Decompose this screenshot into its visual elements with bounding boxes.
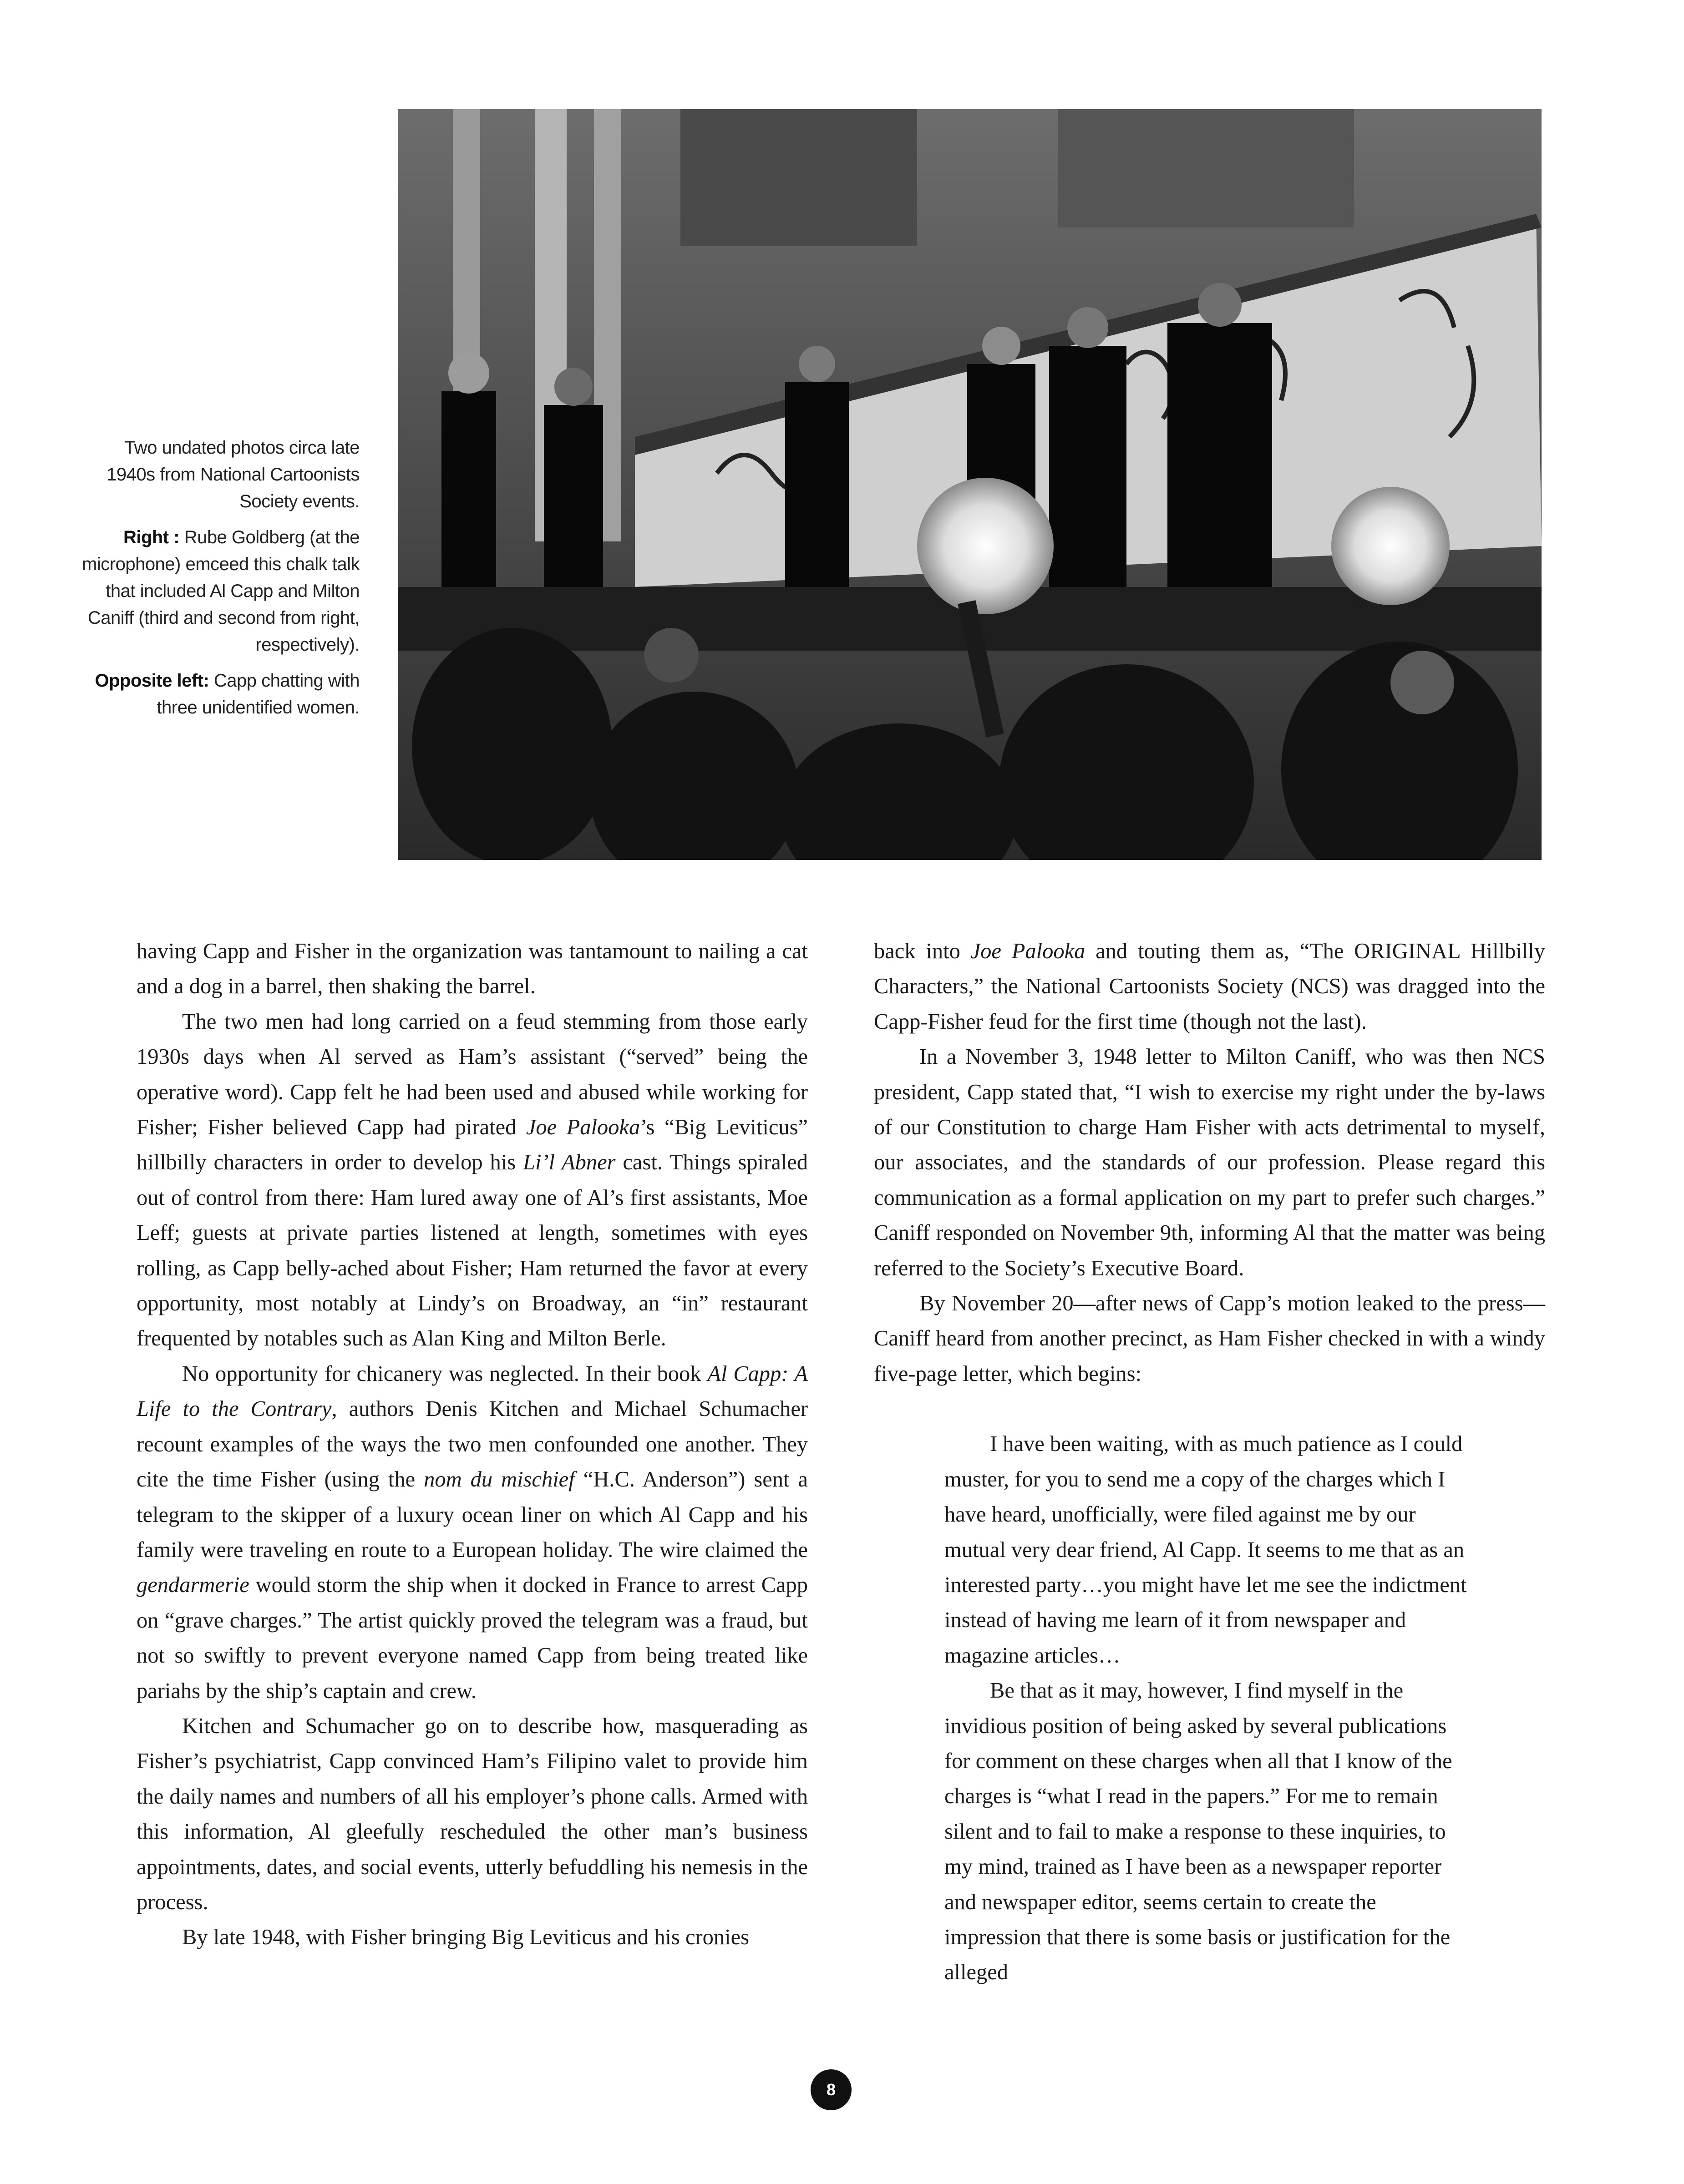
left-p3-em-book-title: Al Capp: A Life to the Contrary bbox=[137, 1361, 808, 1421]
page-number: 8 bbox=[811, 2069, 852, 2110]
caption-left-label: Opposite left: bbox=[95, 671, 209, 691]
quote-paragraph-1: I have been waiting, with as much patience as I could muster, for you to send me a copy of the charges which I have heard, unofficially, were filed against me by our mutual very dear friend, Al Capp. It seems to me that as an interested party…you might have let me see the indictment instead of having me learn of it from newspaper and magazine articles… bbox=[944, 1432, 1467, 1668]
left-p3-text-c: “H.C. Anderson”) sent a telegram to the skipper of a luxury ocean liner on which Al Capp and his family were traveling en route to a European holiday. The wire claimed the bbox=[137, 1467, 808, 1562]
right-p1-text-a: back into bbox=[874, 939, 971, 963]
left-paragraph-3 bbox=[137, 1356, 808, 1709]
left-p3-text-b: , authors Denis Kitchen and Michael Schumacher recount examples of the ways the two men confounded one another. They cite the time Fisher (using the bbox=[137, 1397, 808, 1492]
photo-caption bbox=[82, 435, 360, 730]
left-p2-text-c: cast. Things spiraled out of control from there: Ham lured away one of Al’s first assistants, Moe Leff; guests at private parties listened at length, sometimes with eyes rolling, as Capp belly-ached about Fisher; Ham returned the favor at every opportunity, most notably at Lindy’s on Broadway, an “in” restaurant frequented by notables such as Alan King and Milton Berle. bbox=[137, 1150, 808, 1351]
right-paragraph-3: By November 20—after news of Capp’s motion leaked to the press—Caniff heard from another precinct, as Ham Fisher checked in with a windy five-page letter, which begins: bbox=[874, 1291, 1545, 1386]
photo-chalk-talk-icon bbox=[398, 109, 1542, 860]
left-p3-em-gendarmerie: gendarmerie bbox=[137, 1573, 249, 1598]
left-p3-em-nom-du-mischief: nom du mischief bbox=[424, 1467, 575, 1492]
caption-left bbox=[82, 667, 360, 721]
left-paragraph-1: having Capp and Fisher in the organization was tantamount to nailing a cat and a dog in a barrel, then shaking the barrel. bbox=[137, 939, 808, 999]
caption-intro: Two undated photos circa late 1940s from National Cartoonists Society events. bbox=[107, 438, 360, 511]
left-paragraph-5: By late 1948, with Fisher bringing Big Leviticus and his cronies bbox=[182, 1925, 750, 1950]
caption-right-label: Right : bbox=[123, 527, 180, 547]
right-paragraph-1 bbox=[874, 934, 1545, 1039]
caption-right-text: Rube Goldberg (at the microphone) emceed this chalk talk that included Al Capp and Milton Caniff (third and second from right, respectively). bbox=[82, 527, 360, 655]
left-p3-text-a: No opportunity for chicanery was neglected. In their book bbox=[182, 1361, 708, 1386]
right-column bbox=[874, 934, 1545, 1990]
left-p2-text-a: The two men had long carried on a feud stemming from those early 1930s days when Al served as Ham’s assistant (“served” being the operative word). Capp felt he had been used and abused while working for Fisher; Fisher believed Capp had pirated bbox=[137, 1009, 808, 1140]
left-column bbox=[137, 934, 808, 1955]
caption-right bbox=[82, 524, 360, 658]
left-p3-text-d: would storm the ship when it docked in France to arrest Capp on “grave charges.” The artist quickly proved the telegram was a fraud, but not so swiftly to prevent everyone named Capp from being treated like pariahs by the ship’s captain and crew. bbox=[137, 1573, 808, 1703]
chalk-talk-photo bbox=[398, 109, 1542, 860]
left-p2-text-b: ’s “Big Leviticus” hillbilly characters in order to develop his bbox=[137, 1115, 808, 1175]
right-p1-text-b: and touting them as, “The ORIGINAL Hillbilly Characters,” the National Cartoonists Society (NCS) was dragged into the Capp-Fisher feud for the first time (though not the last). bbox=[874, 939, 1545, 1034]
caption-left-text: Capp chatting with three unidentified women. bbox=[157, 671, 360, 718]
quote-paragraph-2: Be that as it may, however, I find myself in the invidious position of being asked by several publications for comment on these charges when all that I know of the charges is “what I read in the papers.” For me to remain silent and to fail to make a response to these inquiries, to my mind, trained as I have been as a newspaper reporter and newspaper editor, seems certain to create the impression that there is some basis or justification for the alleged bbox=[944, 1678, 1452, 1985]
block-quote bbox=[874, 1426, 1545, 1990]
left-paragraph-4: Kitchen and Schumacher go on to describe how, masquerading as Fisher’s psychiatrist, Capp convinced Ham’s Filipino valet to provide him the daily names and numbers of all his employer’s phone calls. Armed with this information, Al gleefully rescheduled the other man’s business appointments, dates, and social events, utterly befuddling his nemesis in the process. bbox=[137, 1714, 808, 1914]
left-p2-em-lil-abner: Li’l Abner bbox=[522, 1150, 616, 1175]
right-p1-em-joe-palooka: Joe Palooka bbox=[970, 939, 1085, 963]
left-p2-em-joe-palooka: Joe Palooka bbox=[526, 1115, 640, 1140]
left-paragraph-2 bbox=[137, 1004, 808, 1356]
right-paragraph-2: In a November 3, 1948 letter to Milton Caniff, who was then NCS president, Capp stated that, “I wish to exercise my right under the by-laws of our Constitution to charge Ham Fisher with acts detrimental to myself, our associates, and the standards of our profession. Please regard this communication as a formal application on my part to prefer such charges.” Caniff responded on November 9th, informing Al that the matter was being referred to the Society’s Executive Board. bbox=[874, 1045, 1545, 1280]
